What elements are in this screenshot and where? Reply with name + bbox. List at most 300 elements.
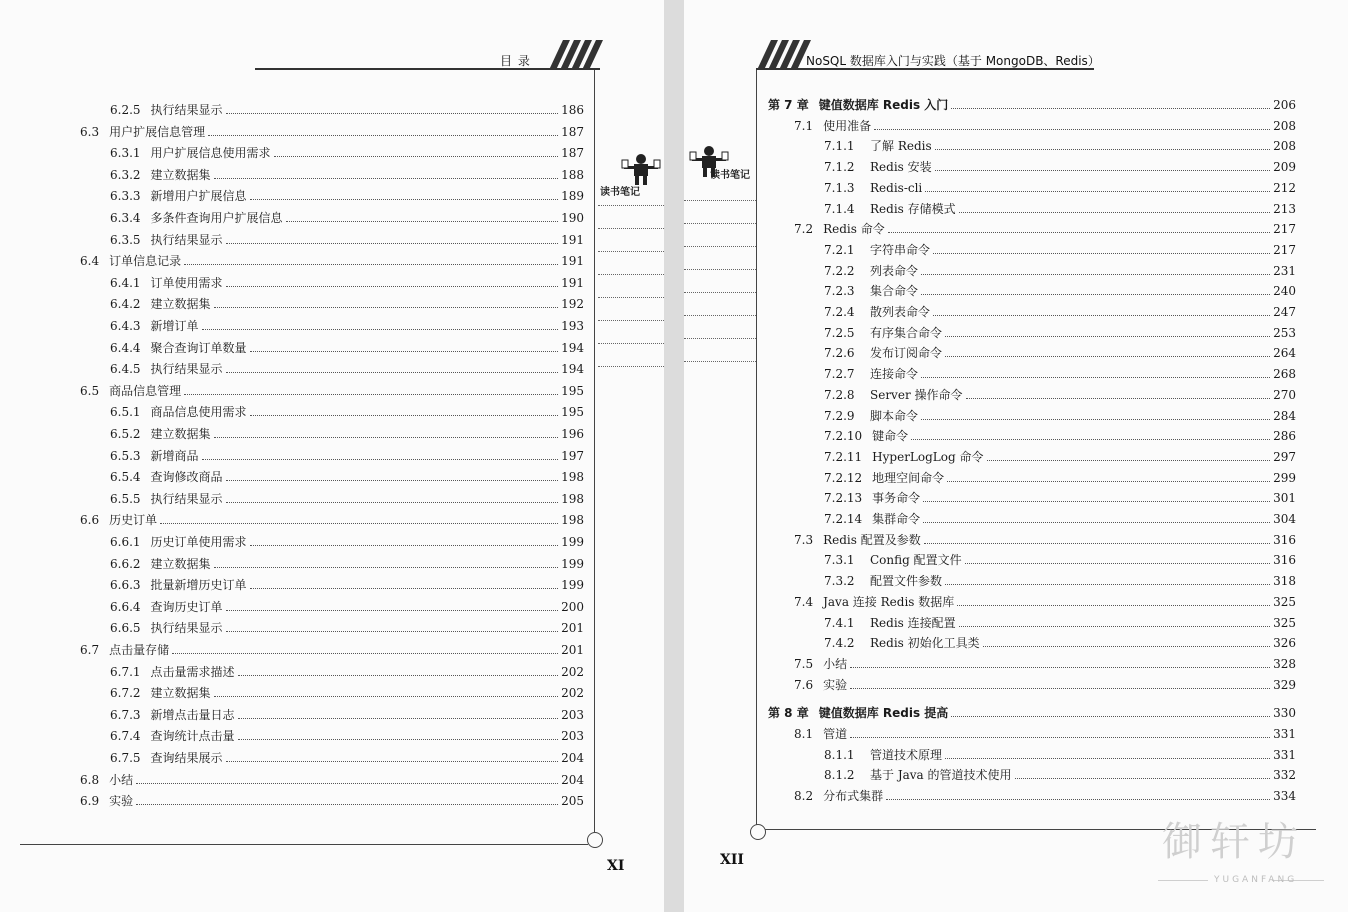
toc-entry: [110, 270, 584, 290]
toc-number: 8.2: [794, 789, 814, 804]
toc-title: Redis 连接配置: [870, 615, 956, 630]
toc-leader: [136, 782, 558, 784]
toc-page-number: 208: [1273, 139, 1296, 154]
toc-title: 商品信息管理: [109, 383, 182, 398]
toc-leader: [959, 625, 1270, 627]
toc-entry: [824, 299, 1296, 319]
toc-title: 建立数据集: [150, 556, 211, 571]
toc-number: 6.7: [80, 643, 100, 657]
toc-number: 第 7 章: [768, 98, 809, 112]
toc-number: 7.2: [794, 222, 814, 237]
toc-page-number: 195: [561, 383, 584, 398]
toc-entry: [794, 672, 1296, 692]
toc-page-number: 204: [561, 751, 584, 765]
toc-leader: [951, 715, 1270, 717]
toc-entry: [110, 486, 584, 506]
toc-entry: [824, 485, 1296, 505]
reader-icon: [620, 152, 662, 186]
toc-title: 建立数据集: [150, 427, 211, 441]
toc-entry: [824, 568, 1296, 588]
toc-leader: [921, 293, 1270, 295]
toc-number: 8.1: [794, 727, 814, 741]
toc-page-number: 203: [561, 707, 584, 722]
notes-label: 读书笔记: [710, 170, 750, 181]
toc-page-number: 316: [1273, 532, 1296, 547]
toc-title: 散列表命令: [870, 305, 931, 319]
toc-number: 7.4.2: [824, 636, 855, 651]
toc-leader: [214, 566, 559, 568]
toc-title: 分布式集群: [823, 789, 884, 804]
notes-line: [684, 338, 756, 339]
toc-number: 6.5: [80, 383, 100, 398]
frame-line: [594, 70, 595, 832]
toc-number: 6.5.3: [110, 448, 141, 463]
notes-line: [684, 269, 756, 270]
toc-leader: [921, 376, 1270, 378]
toc-page-number: 202: [561, 686, 584, 701]
toc-page-number: 329: [1273, 677, 1296, 692]
toc-number: 8.1.1: [824, 747, 855, 762]
toc-number: 7.2.14: [824, 512, 863, 526]
toc-title: 发布订阅命令: [870, 346, 943, 361]
toc-title: 建立数据集: [150, 167, 211, 182]
toc-title: 管道: [823, 727, 848, 741]
toc-number: 7.2.5: [824, 325, 855, 340]
toc-page-number: 270: [1273, 387, 1296, 402]
toc-page-number: 199: [561, 556, 584, 571]
toc-number: 7.1.4: [824, 201, 855, 216]
toc-number: 6.3.5: [110, 232, 141, 247]
toc-page-number: 198: [561, 513, 584, 528]
toc-title: HyperLogLog 命令: [872, 449, 984, 464]
toc-number: 6.6.4: [110, 599, 141, 614]
toc-entry: [824, 133, 1296, 153]
toc-page-number: 326: [1273, 636, 1296, 651]
toc-page-number: 209: [1273, 160, 1296, 175]
toc-leader: [923, 521, 1270, 523]
toc-leader: [947, 480, 1270, 482]
toc-leader: [874, 128, 1270, 130]
toc-entry: [80, 637, 584, 657]
toc-page-number: 202: [561, 664, 584, 679]
toc-leader: [184, 263, 558, 265]
toc-page-number: 193: [561, 319, 584, 333]
toc-page-number: 325: [1273, 594, 1296, 609]
toc-leader: [965, 562, 1270, 564]
toc-number: 6.3.2: [110, 167, 141, 182]
toc-title: 实验: [823, 677, 848, 692]
toc-leader: [238, 738, 559, 740]
toc-entry: [110, 659, 584, 679]
header-label: NoSQL 数据库入门与实践（基于 MongoDB、Redis）: [806, 54, 1100, 68]
toc-entry: [80, 248, 584, 268]
toc-leader: [935, 148, 1270, 150]
toc-entry: [110, 313, 584, 333]
toc-title: 键值数据库 Redis 入门: [818, 98, 949, 112]
toc-page-number: 189: [561, 189, 584, 204]
toc-number: 6.7.4: [110, 729, 141, 744]
toc-number: 6.7.5: [110, 751, 141, 765]
toc-page-number: 212: [1273, 180, 1296, 195]
toc-leader: [286, 220, 559, 222]
toc-leader: [925, 190, 1270, 192]
toc-page-number: 301: [1273, 491, 1296, 506]
toc-page-number: 208: [1273, 118, 1296, 133]
watermark-text: 御轩坊: [1162, 819, 1306, 865]
toc-page-number: 328: [1273, 656, 1296, 671]
toc-title: 执行结果显示: [150, 491, 223, 506]
toc-entry: [794, 216, 1296, 236]
toc-entry: [824, 423, 1296, 443]
toc-entry: [824, 361, 1296, 381]
toc-title: 执行结果显示: [150, 362, 223, 377]
toc-number: 6.4.3: [110, 319, 141, 333]
toc-entry: [80, 788, 584, 808]
toc-title: Redis 存储模式: [870, 201, 956, 216]
toc-page-number: 268: [1273, 367, 1296, 382]
toc-page-number: 191: [561, 275, 584, 290]
toc-entry: [824, 403, 1296, 423]
watermark-rule: [1158, 880, 1208, 881]
toc-entry: [110, 702, 584, 722]
toc-number: 6.9: [80, 794, 100, 809]
toc-leader: [945, 583, 1270, 585]
toc-number: 7.2.9: [824, 408, 855, 423]
toc-leader: [987, 459, 1271, 461]
toc-entry: [110, 140, 584, 160]
toc-page-number: 213: [1273, 201, 1296, 216]
toc-title: 查询历史订单: [150, 599, 223, 614]
toc-number: 第 8 章: [768, 706, 809, 721]
toc-title: 多条件查询用户扩展信息: [150, 211, 283, 225]
toc-number: 7.2.10: [824, 429, 863, 444]
toc-leader: [172, 652, 558, 654]
toc-title: Server 操作命令: [870, 387, 963, 402]
toc-number: 7.2.8: [824, 387, 855, 402]
toc-number: 6.4.4: [110, 340, 141, 355]
toc-title: 集合命令: [870, 284, 919, 299]
toc-number: 6.4.1: [110, 275, 141, 290]
toc-page-number: 247: [1273, 305, 1296, 319]
page-number: XI: [607, 858, 625, 874]
toc-leader: [886, 798, 1270, 800]
toc-number: 6.5.1: [110, 405, 141, 420]
header-label: 目 录: [500, 54, 531, 68]
toc-page-number: 284: [1273, 408, 1296, 423]
toc-page-number: 331: [1273, 727, 1296, 741]
toc-title: 事务命令: [872, 491, 921, 506]
toc-title: 使用准备: [823, 118, 872, 133]
toc-title: 用户扩展信息使用需求: [150, 146, 271, 161]
notes-line: [598, 228, 664, 229]
toc-entry: [80, 119, 584, 139]
toc-entry: [824, 547, 1296, 567]
toc-page-number: 318: [1273, 574, 1296, 589]
toc-page-number: 195: [561, 405, 584, 420]
notes-line: [684, 361, 756, 362]
toc-leader: [923, 500, 1270, 502]
toc-entry: [824, 742, 1296, 762]
toc-entry: [824, 382, 1296, 402]
toc-page-number: 316: [1273, 553, 1296, 568]
toc-entry: [110, 205, 584, 225]
toc-page-number: 334: [1273, 789, 1296, 804]
toc-number: 7.2.1: [824, 242, 855, 257]
toc-entry: [110, 162, 584, 182]
toc-leader: [933, 314, 1270, 316]
toc-entry: [110, 399, 584, 419]
toc-page-number: 231: [1273, 263, 1296, 278]
toc-entry: [110, 335, 584, 355]
notes-line: [684, 223, 756, 224]
toc-title: 点击量存储: [109, 643, 170, 657]
toc-page-number: 206: [1273, 98, 1296, 112]
toc-title: 订单使用需求: [150, 275, 223, 290]
toc-entry: [824, 506, 1296, 526]
toc-leader: [945, 355, 1270, 357]
toc-page-number: 217: [1273, 222, 1296, 237]
toc-leader: [250, 198, 559, 200]
frame-circle: [587, 832, 603, 848]
toc-page-number: 192: [561, 297, 584, 312]
toc-page-number: 188: [561, 167, 584, 182]
toc-entry: [110, 356, 584, 376]
toc-page-number: 199: [561, 578, 584, 593]
toc-leader: [226, 760, 559, 762]
toc-entry: [110, 227, 584, 247]
toc-number: 7.6: [794, 677, 814, 692]
toc-title: 地理空间命令: [872, 470, 945, 485]
toc-leader: [226, 501, 559, 503]
toc-title: 了解 Redis: [870, 139, 932, 154]
toc-leader: [250, 544, 559, 546]
toc-page-number: 190: [561, 211, 584, 225]
page-number: XII: [720, 852, 744, 868]
toc-leader: [214, 306, 559, 308]
toc-number: 6.3.3: [110, 189, 141, 204]
notes-line: [684, 200, 756, 201]
toc-title: 点击量需求描述: [150, 664, 235, 679]
toc-title: 新增点击量日志: [150, 707, 235, 722]
toc-page-number: 191: [561, 232, 584, 247]
toc-title: 查询统计点击量: [150, 729, 235, 744]
toc-entry: [794, 721, 1296, 741]
toc-title: 字符串命令: [870, 242, 931, 257]
toc-title: 实验: [109, 794, 134, 809]
toc-number: 7.1.2: [824, 160, 855, 175]
toc-page-number: 304: [1273, 512, 1296, 526]
toc-leader: [945, 335, 1270, 337]
toc-title: 有序集合命令: [870, 325, 943, 340]
notes-line: [598, 320, 664, 321]
toc-title: 新增商品: [150, 448, 199, 463]
toc-page-number: 330: [1273, 706, 1296, 721]
toc-leader: [184, 393, 558, 395]
toc-page-number: 197: [561, 448, 584, 463]
toc-title: 建立数据集: [150, 297, 211, 312]
toc-leader: [214, 695, 559, 697]
toc-number: 7.2.4: [824, 305, 855, 319]
toc-number: 6.7.3: [110, 707, 141, 722]
toc-leader: [850, 666, 1270, 668]
toc-title: Redis 配置及参数: [823, 532, 921, 547]
toc-title: 配置文件参数: [870, 574, 943, 589]
toc-leader: [214, 177, 559, 179]
toc-title: 执行结果显示: [150, 232, 223, 247]
toc-entry: [110, 723, 584, 743]
toc-entry: [794, 783, 1296, 803]
toc-entry: [824, 610, 1296, 630]
toc-entry: [110, 572, 584, 592]
toc-entry: [110, 421, 584, 441]
toc-entry: [110, 551, 584, 571]
toc-number: 6.4: [80, 254, 100, 269]
toc-number: 7.2.3: [824, 284, 855, 299]
toc-leader: [238, 717, 559, 719]
toc-entry: [110, 745, 584, 765]
toc-leader: [226, 479, 559, 481]
toc-entry: [824, 762, 1296, 782]
toc-leader: [945, 757, 1270, 759]
toc-page-number: 191: [561, 254, 584, 269]
toc-number: 6.4.2: [110, 297, 141, 312]
toc-number: 7.5: [794, 656, 814, 671]
toc-entry: [824, 278, 1296, 298]
toc-leader: [921, 273, 1270, 275]
toc-title: 订单信息记录: [109, 254, 182, 269]
toc-page-number: 240: [1273, 284, 1296, 299]
toc-entry: [824, 630, 1296, 650]
toc-leader: [226, 112, 559, 114]
toc-leader: [202, 328, 559, 330]
toc-entry: [110, 443, 584, 463]
toc-leader: [850, 687, 1270, 689]
toc-number: 6.5.5: [110, 491, 141, 506]
toc-title: 查询结果展示: [150, 751, 223, 765]
notes-label: 读书笔记: [600, 187, 640, 198]
toc-page-number: 201: [561, 643, 584, 657]
toc-number: 7.4.1: [824, 615, 855, 630]
toc-number: 7.3.2: [824, 574, 855, 589]
toc-title: 聚合查询订单数量: [150, 340, 247, 355]
toc-leader: [208, 134, 558, 136]
toc-entry: [794, 527, 1296, 547]
toc-title: 历史订单: [109, 513, 158, 528]
toc-leader: [226, 371, 559, 373]
toc-number: 6.8: [80, 772, 100, 787]
toc-number: 7.1.3: [824, 180, 855, 195]
toc-leader: [924, 542, 1270, 544]
toc-number: 7.3: [794, 532, 814, 547]
toc-page-number: 253: [1273, 325, 1296, 340]
toc-number: 6.6.3: [110, 578, 141, 593]
header-stripes: [764, 40, 804, 70]
notes-line: [598, 297, 664, 298]
frame-line: [756, 70, 757, 832]
toc-leader: [959, 211, 1270, 213]
toc-title: Redis-cli: [870, 180, 923, 195]
toc-title: 新增用户扩展信息: [150, 189, 247, 204]
toc-number: 6.2.5: [110, 103, 141, 117]
toc-leader: [274, 155, 559, 157]
toc-number: 6.5.4: [110, 470, 141, 485]
toc-number: 6.7.1: [110, 664, 141, 679]
toc-entry: [824, 465, 1296, 485]
toc-title: 列表命令: [870, 263, 919, 278]
toc-leader: [911, 438, 1270, 440]
toc-title: 批量新增历史订单: [150, 578, 247, 593]
toc-entry: [110, 594, 584, 614]
toc-number: 6.6.2: [110, 556, 141, 571]
toc-entry: [110, 183, 584, 203]
toc-title: 基于 Java 的管道技术使用: [870, 768, 1012, 783]
toc-page-number: 199: [561, 535, 584, 549]
toc-entry: [824, 320, 1296, 340]
toc-leader: [951, 107, 1270, 109]
toc-title: 集群命令: [872, 512, 921, 526]
right-page: [684, 0, 1348, 912]
toc-entry: [824, 340, 1296, 360]
toc-leader: [921, 418, 1270, 420]
toc-page-number: 217: [1273, 242, 1296, 257]
toc-page-number: 332: [1273, 768, 1296, 783]
toc-number: 6.4.5: [110, 362, 141, 377]
toc-leader: [136, 803, 558, 805]
toc-number: 7.2.13: [824, 491, 863, 506]
toc-entry: [80, 507, 584, 527]
toc-entry: [824, 175, 1296, 195]
toc-entry: [110, 615, 584, 635]
frame-circle: [750, 824, 766, 840]
toc-leader: [226, 630, 559, 632]
toc-entry: [110, 97, 584, 117]
toc-number: 7.1.1: [824, 139, 855, 154]
notes-line: [598, 251, 664, 252]
left-page: [0, 0, 664, 912]
toc-entry: [794, 589, 1296, 609]
toc-page-number: 331: [1273, 747, 1296, 762]
toc-number: 6.6: [80, 513, 100, 528]
toc-page-number: 198: [561, 491, 584, 506]
toc-number: 7.2.7: [824, 367, 855, 382]
toc-number: 7.3.1: [824, 553, 855, 568]
toc-leader: [983, 645, 1270, 647]
toc-chapter-entry: [768, 92, 1296, 112]
toc-title: Java 连接 Redis 数据库: [823, 594, 955, 609]
toc-title: 商品信息使用需求: [150, 405, 247, 420]
notes-line: [598, 205, 664, 206]
toc-leader: [850, 736, 1270, 738]
toc-number: 8.1.2: [824, 768, 855, 783]
toc-number: 7.1: [794, 118, 814, 133]
toc-leader: [935, 169, 1270, 171]
toc-number: 6.3.4: [110, 211, 141, 225]
toc-page-number: 196: [561, 427, 584, 441]
toc-page-number: 201: [561, 621, 584, 636]
toc-number: 6.5.2: [110, 427, 141, 441]
toc-leader: [238, 674, 559, 676]
notes-line: [598, 274, 664, 275]
toc-title: 脚本命令: [870, 408, 919, 423]
toc-page-number: 194: [561, 362, 584, 377]
toc-title: Redis 安装: [870, 160, 932, 175]
toc-number: 6.3.1: [110, 146, 141, 161]
toc-number: 6.7.2: [110, 686, 141, 701]
toc-number: 7.2.6: [824, 346, 855, 361]
toc-title: 键值数据库 Redis 提高: [818, 706, 949, 721]
toc-entry: [110, 680, 584, 700]
toc-leader: [226, 609, 559, 611]
